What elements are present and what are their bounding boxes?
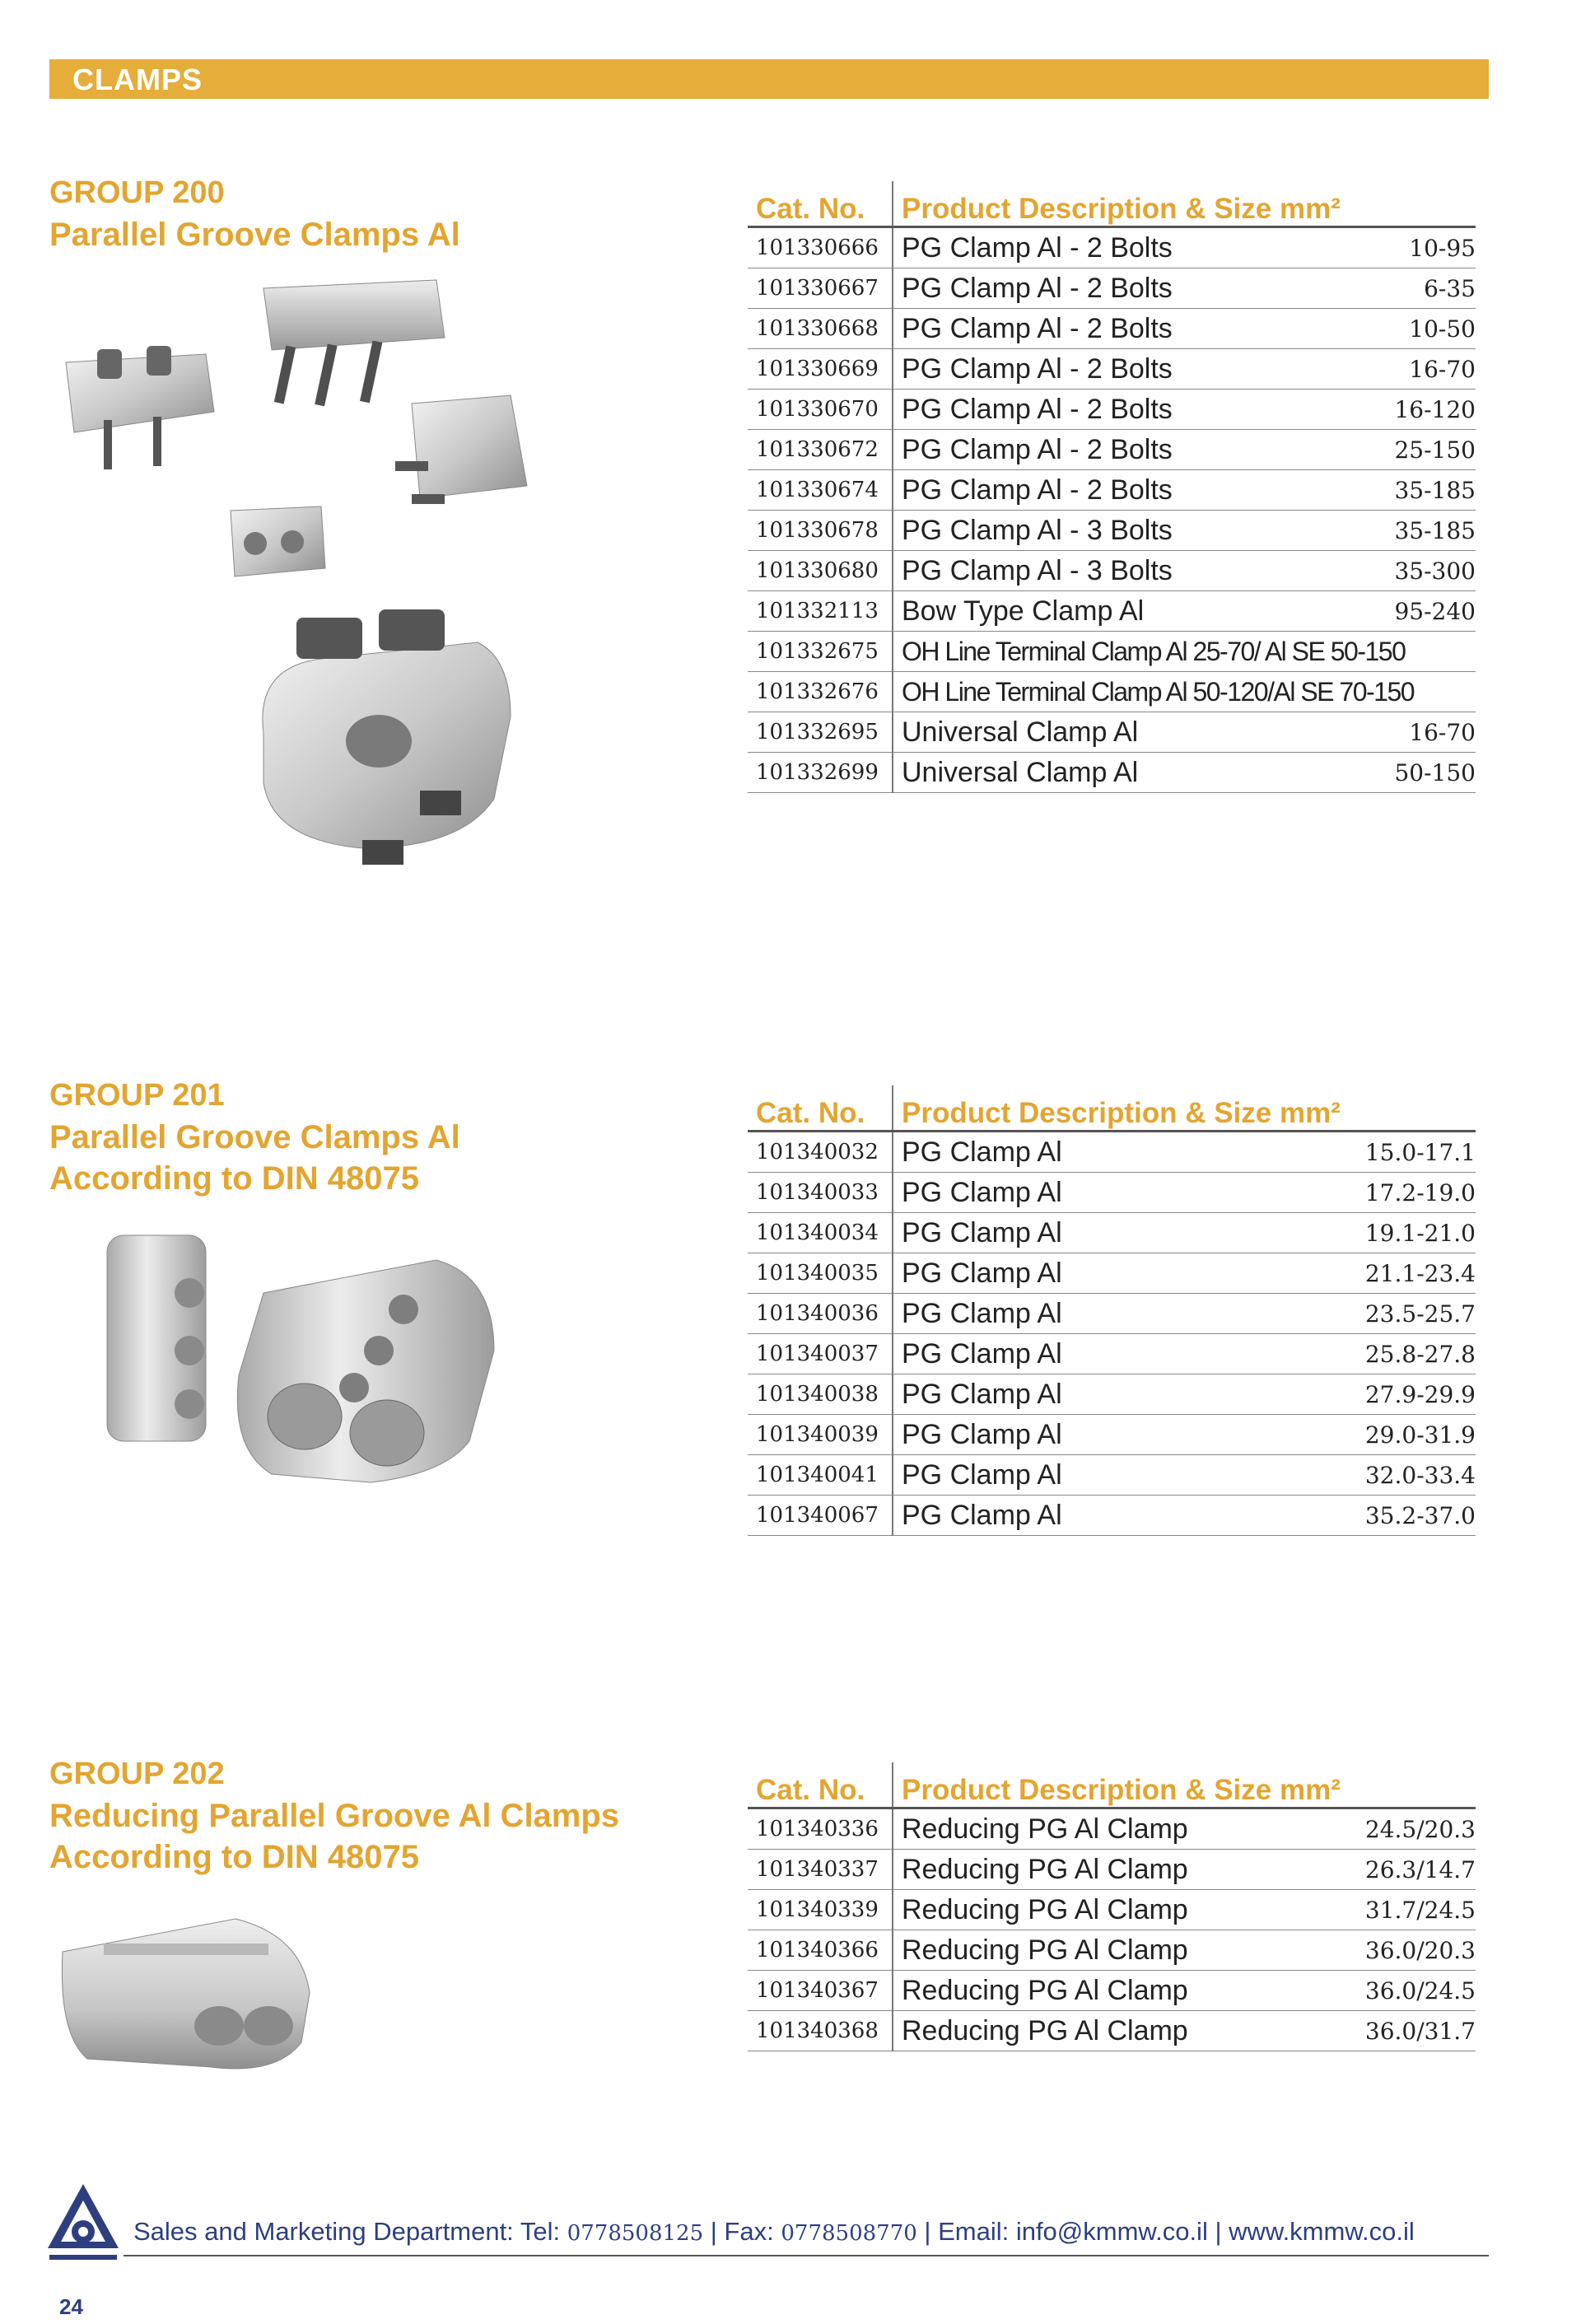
size-cell: 27.9-29.9 [1321, 1374, 1476, 1415]
footer-divider [124, 2255, 1489, 2256]
cat-no-cell: 101330668 [748, 309, 893, 349]
description-cell: Reducing PG Al Clamp [893, 1890, 1321, 1930]
section-title: CLAMPS [72, 63, 203, 96]
description-cell: PG Clamp Al [893, 1496, 1321, 1536]
footer-fax-label: | Fax: [710, 2217, 774, 2246]
table-row [748, 672, 1476, 712]
table-row [748, 1496, 1476, 1536]
description-header: Product Description & Size mm² [893, 1085, 1476, 1132]
table-row [748, 1890, 1476, 1930]
size-cell: 21.1-23.4 [1321, 1253, 1476, 1294]
group-title: Parallel Groove Clamps Al [49, 217, 460, 253]
size-cell: 29.0-31.9 [1321, 1415, 1476, 1455]
group-200-product-photo [49, 272, 642, 881]
footer-website[interactable]: | www.kmmw.co.il [1215, 2217, 1415, 2246]
description-cell: Reducing PG Al Clamp [893, 2011, 1321, 2051]
group-title-line-1: Reducing Parallel Groove Al Clamps [49, 1798, 620, 1834]
group-202-table [748, 1762, 1476, 2051]
cat-no-cell: 101340067 [748, 1496, 893, 1536]
cat-no-cell: 101340366 [748, 1930, 893, 1971]
table-row [748, 1213, 1476, 1253]
table-row [748, 1971, 1476, 2011]
cat-no-cell: 101332695 [748, 712, 893, 753]
description-cell: PG Clamp Al - 3 Bolts [893, 551, 1321, 591]
table-row [748, 390, 1476, 430]
table-row [748, 1850, 1476, 1890]
footer-sales-label: Sales and Marketing Department: Tel: [133, 2217, 561, 2246]
size-cell: 6-35 [1321, 268, 1476, 309]
description-cell: PG Clamp Al - 2 Bolts [893, 227, 1321, 268]
group-200-heading [49, 171, 460, 255]
group-200-table [748, 181, 1476, 793]
description-cell: PG Clamp Al [893, 1253, 1321, 1294]
description-cell: PG Clamp Al [893, 1455, 1321, 1496]
cat-no-header: Cat. No. [748, 1085, 893, 1132]
size-cell: 26.3/14.7 [1321, 1850, 1476, 1890]
group-201-table [748, 1085, 1476, 1536]
cat-no-cell: 101340034 [748, 1213, 893, 1253]
table-row [748, 1294, 1476, 1334]
size-cell: 10-95 [1321, 227, 1476, 268]
size-cell: 10-50 [1321, 309, 1476, 349]
table-row [748, 227, 1476, 268]
description-header: Product Description & Size mm² [893, 181, 1476, 227]
cat-no-cell: 101332675 [748, 632, 893, 672]
table-row [748, 470, 1476, 511]
description-cell: Universal Clamp Al [893, 753, 1321, 793]
cat-no-cell: 101332676 [748, 672, 893, 712]
table-row [748, 1930, 1476, 1971]
table-row [748, 1374, 1476, 1415]
cat-no-cell: 101340367 [748, 1971, 893, 2011]
cat-no-cell: 101332113 [748, 591, 893, 632]
cat-no-cell: 101340337 [748, 1850, 893, 1890]
table-row [748, 1132, 1476, 1173]
description-cell: PG Clamp Al - 3 Bolts [893, 511, 1321, 551]
description-header: Product Description & Size mm² [893, 1762, 1476, 1808]
size-cell: 16-120 [1321, 390, 1476, 430]
group-number: GROUP 202 [49, 1757, 225, 1791]
description-cell: PG Clamp Al [893, 1374, 1321, 1415]
group-202-heading [49, 1752, 619, 1878]
description-cell: Bow Type Clamp Al [893, 591, 1321, 632]
description-cell: PG Clamp Al - 2 Bolts [893, 470, 1321, 511]
description-cell: Reducing PG Al Clamp [893, 1930, 1321, 1971]
description-cell: PG Clamp Al [893, 1173, 1321, 1213]
cat-no-cell: 101340037 [748, 1334, 893, 1374]
table-row [748, 712, 1476, 753]
cat-no-cell: 101330666 [748, 227, 893, 268]
description-cell: Reducing PG Al Clamp [893, 1971, 1321, 2011]
size-cell: 17.2-19.0 [1321, 1173, 1476, 1213]
footer-email[interactable]: | Email: info@kmmw.co.il [924, 2217, 1208, 2246]
footer-contact [133, 2217, 1415, 2247]
table-row [748, 349, 1476, 390]
group-number: GROUP 200 [49, 175, 225, 210]
table-row [748, 1334, 1476, 1374]
table-row [748, 591, 1476, 632]
description-cell: PG Clamp Al - 2 Bolts [893, 268, 1321, 309]
table-row [748, 1253, 1476, 1294]
cat-no-cell: 101332699 [748, 753, 893, 793]
size-cell: 25-150 [1321, 430, 1476, 470]
table-row [748, 309, 1476, 349]
size-cell: 36.0/20.3 [1321, 1930, 1476, 1971]
group-title-line-2: According to DIN 48075 [49, 1839, 420, 1875]
table-row [748, 268, 1476, 309]
description-cell: PG Clamp Al - 2 Bolts [893, 430, 1321, 470]
group-number: GROUP 201 [49, 1078, 225, 1113]
size-cell: 95-240 [1321, 591, 1476, 632]
description-cell: PG Clamp Al [893, 1132, 1321, 1173]
company-logo-icon [46, 2182, 120, 2273]
cat-no-cell: 101340035 [748, 1253, 893, 1294]
cat-no-cell: 101330667 [748, 268, 893, 309]
size-cell: 36.0/31.7 [1321, 2011, 1476, 2051]
table-row [748, 1455, 1476, 1496]
size-cell: 35-300 [1321, 551, 1476, 591]
table-row [748, 753, 1476, 793]
description-cell: PG Clamp Al - 2 Bolts [893, 390, 1321, 430]
cat-no-cell: 101330678 [748, 511, 893, 551]
table-row [748, 430, 1476, 470]
size-cell: 15.0-17.1 [1321, 1132, 1476, 1173]
description-cell: Universal Clamp Al [893, 712, 1321, 753]
size-cell: 35.2-37.0 [1321, 1496, 1476, 1536]
table-row [748, 1173, 1476, 1213]
cat-no-cell: 101330669 [748, 349, 893, 390]
cat-no-cell: 101340041 [748, 1455, 893, 1496]
cat-no-cell: 101340039 [748, 1415, 893, 1455]
cat-no-header: Cat. No. [748, 181, 893, 227]
size-cell: 24.5/20.3 [1321, 1808, 1476, 1850]
size-cell: 31.7/24.5 [1321, 1890, 1476, 1930]
description-cell: PG Clamp Al [893, 1213, 1321, 1253]
size-cell: 16-70 [1321, 349, 1476, 390]
cat-no-cell: 101340336 [748, 1808, 893, 1850]
size-cell: 35-185 [1321, 511, 1476, 551]
cat-no-cell: 101330674 [748, 470, 893, 511]
page-number: 24 [59, 2294, 83, 2319]
group-title-line-2: According to DIN 48075 [49, 1160, 420, 1197]
cat-no-cell: 101340032 [748, 1132, 893, 1173]
table-row [748, 1808, 1476, 1850]
cat-no-cell: 101340033 [748, 1173, 893, 1213]
size-cell: 25.8-27.8 [1321, 1334, 1476, 1374]
footer-tel: 0778508125 [567, 2221, 704, 2246]
description-cell: OH Line Terminal Clamp Al 25-70/ Al SE 50-150 [893, 632, 1476, 672]
table-row [748, 511, 1476, 551]
cat-no-cell: 101330670 [748, 390, 893, 430]
description-cell: OH Line Terminal Clamp Al 50-120/Al SE 70-150 [893, 672, 1476, 712]
size-cell: 50-150 [1321, 753, 1476, 793]
description-cell: Reducing PG Al Clamp [893, 1808, 1321, 1850]
table-row [748, 551, 1476, 591]
description-cell: Reducing PG Al Clamp [893, 1850, 1321, 1890]
description-cell: PG Clamp Al [893, 1334, 1321, 1374]
description-cell: PG Clamp Al [893, 1415, 1321, 1455]
size-cell: 36.0/24.5 [1321, 1971, 1476, 2011]
description-cell: PG Clamp Al [893, 1294, 1321, 1334]
cat-no-header: Cat. No. [748, 1762, 893, 1808]
table-row [748, 2011, 1476, 2051]
table-row [748, 1415, 1476, 1455]
description-cell: PG Clamp Al - 2 Bolts [893, 309, 1321, 349]
size-cell: 19.1-21.0 [1321, 1213, 1476, 1253]
cat-no-cell: 101330680 [748, 551, 893, 591]
size-cell: 16-70 [1321, 712, 1476, 753]
cat-no-cell: 101340036 [748, 1294, 893, 1334]
group-title-line-1: Parallel Groove Clamps Al [49, 1119, 460, 1155]
size-cell: 35-185 [1321, 470, 1476, 511]
cat-no-cell: 101340038 [748, 1374, 893, 1415]
size-cell: 32.0-33.4 [1321, 1455, 1476, 1496]
cat-no-cell: 101340339 [748, 1890, 893, 1930]
group-202-product-photo [54, 1902, 334, 2084]
section-banner [49, 59, 1489, 99]
size-cell: 23.5-25.7 [1321, 1294, 1476, 1334]
table-row [748, 632, 1476, 672]
description-cell: PG Clamp Al - 2 Bolts [893, 349, 1321, 390]
group-201-product-photo [58, 1227, 519, 1499]
cat-no-cell: 101330672 [748, 430, 893, 470]
cat-no-cell: 101340368 [748, 2011, 893, 2051]
group-201-heading [49, 1074, 460, 1199]
footer-fax: 0778508770 [781, 2221, 917, 2246]
